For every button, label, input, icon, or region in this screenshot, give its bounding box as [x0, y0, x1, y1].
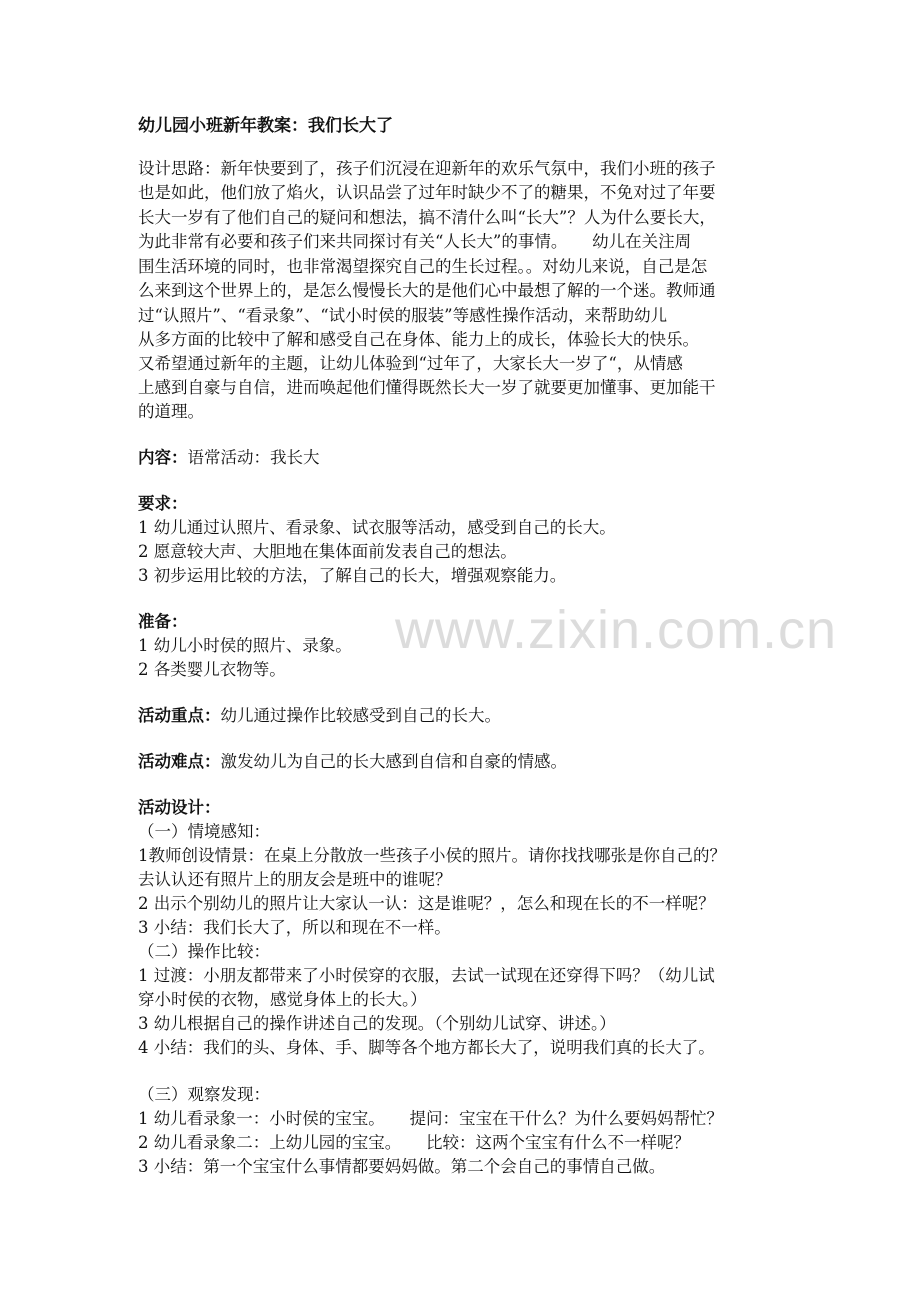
design-line: 长大一岁有了他们自己的疑问和想法，搞不清什么叫“长大”？人为什么要长大， [138, 208, 716, 227]
activity-line: （三）观察发现： [138, 1085, 270, 1104]
design-line: 为此非常有必要和孩子们来共同探讨有关“人长大”的事情。 幼儿在关注周 [138, 232, 692, 251]
preparation-heading: 准备： [138, 612, 188, 631]
requirement-item: 1 幼儿通过认照片、看录象、试衣服等活动，感受到自己的长大。 [138, 518, 616, 537]
activity-line: 2 出示个别幼儿的照片让大家认一认：这是谁呢？，怎么和现在长的不一样呢？ [138, 894, 715, 913]
activity-line: 1 过渡：小朋友都带来了小时侯穿的衣服，去试一试现在还穿得下吗？（幼儿试 [138, 966, 715, 985]
content-text: 语常活动：我长大 [187, 448, 320, 467]
activity-heading: 活动设计： [138, 798, 221, 817]
activity-line: 4 小结：我们的头、身体、手、脚等各个地方都长大了，说明我们真的长大了。 [138, 1038, 715, 1057]
design-line: 也是如此，他们放了焰火，认识品尝了过年时缺少不了的糖果，不免对过了年要 [138, 183, 716, 202]
difficulty-line [138, 750, 788, 774]
activity-line: 去认认还有照片上的朋友会是班中的谁呢？ [138, 870, 452, 889]
design-line: 的道理。 [138, 402, 204, 421]
focus-label: 活动重点： [138, 706, 221, 725]
design-line: 从多方面的比较中了解和感受自己在身体、能力上的成长，体验长大的快乐。 [138, 330, 699, 349]
requirements-heading: 要求： [138, 494, 188, 513]
activity-line: 2 幼儿看录象二：上幼儿园的宝宝。 比较：这两个宝宝有什么不一样呢？ [138, 1133, 690, 1152]
difficulty-text: 激发幼儿为自己的长大感到自信和自豪的情感。 [220, 752, 567, 771]
design-line: 设计思路：新年快要到了，孩子们沉浸在迎新年的欢乐气氛中，我们小班的孩子 [138, 159, 716, 178]
activity-line: 3 幼儿根据自己的操作讲述自己的发现。（个别幼儿试穿、讲述。） [138, 1014, 616, 1033]
focus-text: 幼儿通过操作比较感受到自己的长大。 [220, 706, 501, 725]
watermark: www.zixin.com.cn [395, 600, 838, 660]
activity-line: 1教师创设情景：在桌上分散放一些孩子小侯的照片。请你找找哪张是你自己的？ [138, 846, 726, 865]
design-line: 围生活环境的同时，也非常渴望探究自己的生长过程。。对幼儿来说，自己是怎 [138, 257, 708, 276]
activity-line: （一）情境感知： [138, 822, 270, 841]
design-line: 又希望通过新年的主题，让幼儿体验到“过年了，大家长大一岁了“，从情感 [138, 354, 683, 373]
requirement-item: 2 愿意较大声、大胆地在集体面前发表自己的想法。 [138, 542, 517, 561]
activity-line: 3 小结：我们长大了，所以和现在不一样。 [138, 918, 451, 937]
design-line: 上感到自豪与自信，进而唤起他们懂得既然长大一岁了就要更加懂事、更加能干 [138, 378, 716, 397]
focus-line [138, 704, 788, 728]
activity-line: 1 幼儿看录象一：小时侯的宝宝。 提问：宝宝在干什么？为什么要妈妈帮忙？ [138, 1109, 723, 1128]
activity-line: （二）操作比较： [138, 942, 270, 961]
preparation-item: 1 幼儿小时侯的照片、录象。 [138, 636, 352, 655]
content-line [138, 446, 788, 470]
design-line: 么来到这个世界上的，是怎么慢慢长大的是他们心中最想了解的一个迷。教师通 [138, 281, 716, 300]
activity-line: 3 小结：第一个宝宝什么事情都要妈妈做。第二个会自己的事情自己做。 [138, 1157, 666, 1176]
preparation-item: 2 各类婴儿衣物等。 [138, 660, 286, 679]
difficulty-label: 活动难点： [138, 752, 221, 771]
design-line: 过“认照片”、“看录象”、“试小时侯的服装”等感性操作活动，来帮助幼儿 [138, 306, 668, 325]
content-label: 内容： [138, 448, 188, 467]
requirement-item: 3 初步运用比较的方法，了解自己的长大，增强观察能力。 [138, 566, 567, 585]
document-title: 幼儿园小班新年教案：我们长大了 [138, 116, 393, 136]
activity-line: 穿小时侯的衣物，感觉身体上的长大。） [138, 990, 427, 1009]
